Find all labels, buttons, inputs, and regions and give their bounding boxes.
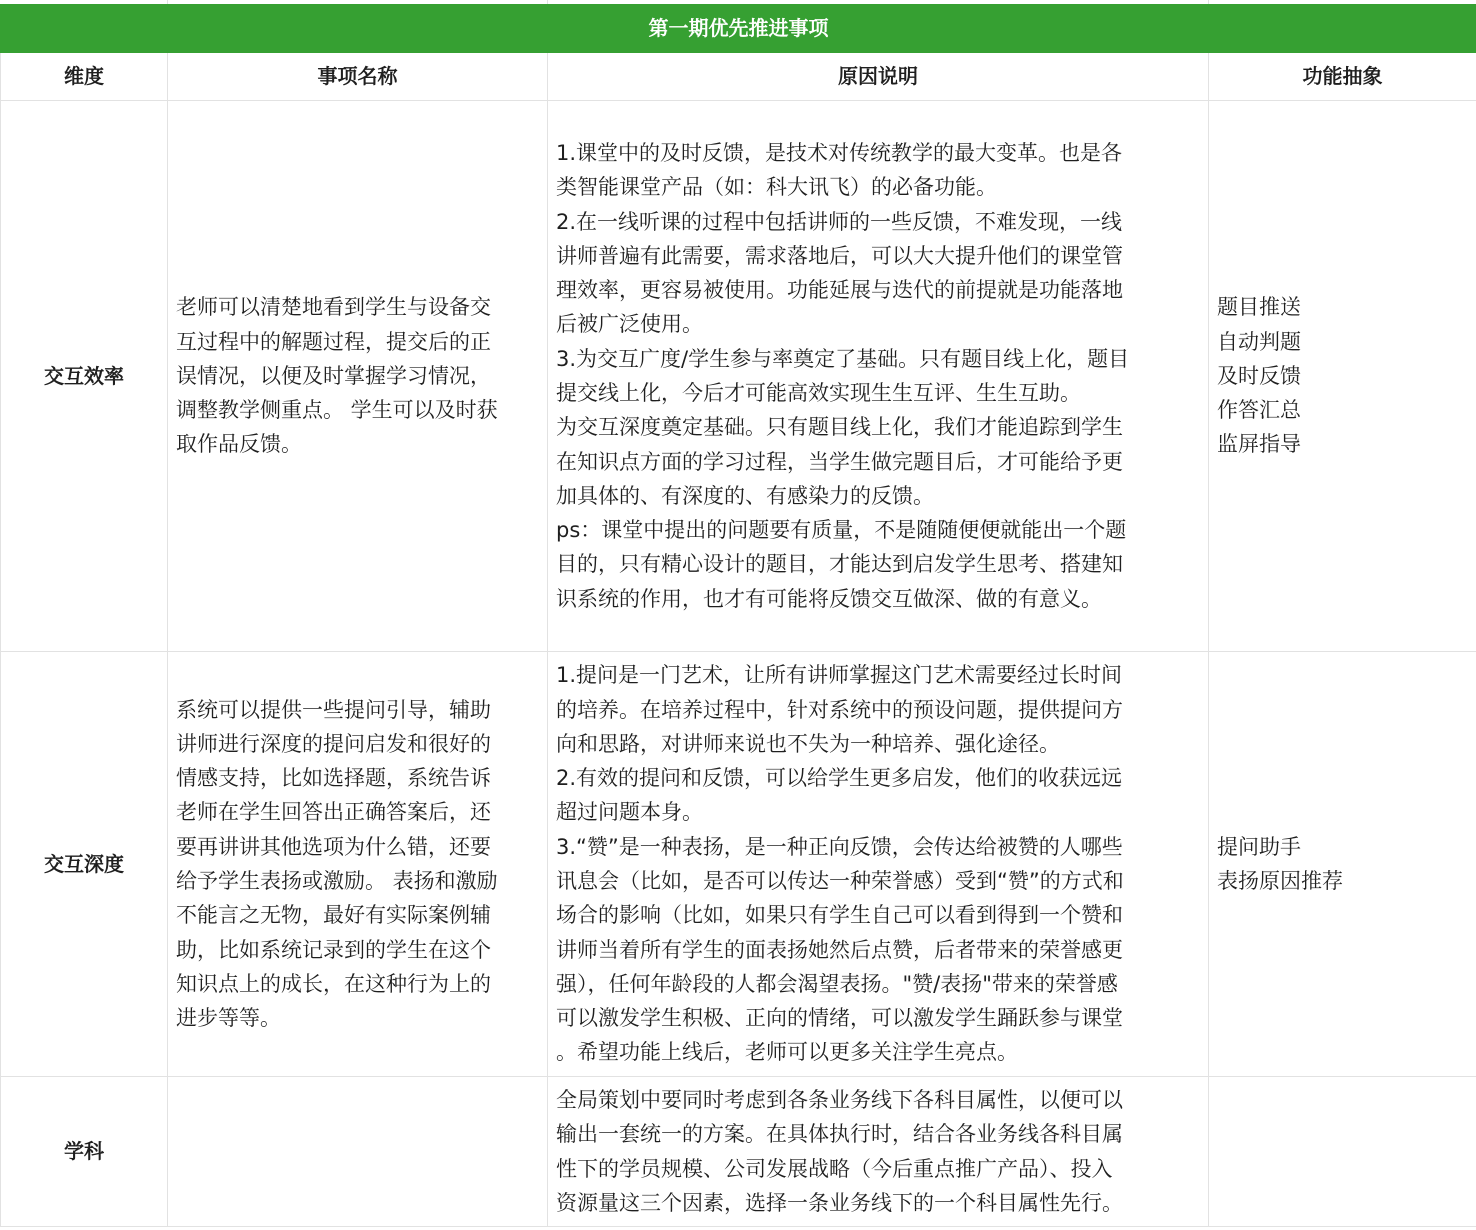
text-line: 在知识点方面的学习过程，当学生做完题目后，才可能给予更: [556, 449, 1123, 474]
text-line: 可以激发学生积极、正向的情绪，可以激发学生踊跃参与课堂: [556, 1006, 1123, 1031]
header-reason: 原因说明: [548, 53, 1209, 101]
text-line: 要再讲讲其他选项为什么错，还要: [176, 834, 491, 859]
text-line: 系统可以提供一些提问引导，辅助: [176, 697, 491, 722]
function-cell: [1209, 1077, 1476, 1227]
text-line: 场合的影响（比如，如果只有学生自己可以看到得到一个赞和: [556, 903, 1123, 928]
text-line: 类智能课堂产品（如：科大讯飞）的必备功能。: [556, 175, 997, 200]
function-cell: [1209, 101, 1476, 652]
text-line: 目的，只有精心设计的题目，才能达到启发学生思考、搭建知: [556, 552, 1123, 577]
function-item: 监屏指导: [1217, 432, 1301, 457]
text-line: 给予学生表扬或激励。 表扬和激励: [176, 869, 498, 893]
text-line: 老师在学生回答出正确答案后，还: [176, 800, 491, 825]
text-line: 2.有效的提问和反馈，可以给学生更多启发，他们的收获远远: [556, 766, 1123, 791]
function-cell: [1209, 652, 1476, 1077]
text-line: 为交互深度奠定基础。只有题目线上化，我们才能追踪到学生: [556, 415, 1123, 440]
text-line: 理效率，更容易被使用。功能延展与迭代的前提就是功能落地: [556, 278, 1123, 303]
text-line: 调整教学侧重点。 学生可以及时获: [176, 398, 498, 423]
function-item: 及时反馈: [1217, 363, 1301, 388]
text-line: 向和思路，对讲师来说也不失为一种培养、强化途径。: [556, 731, 1060, 756]
dimension-cell: 学科: [1, 1077, 168, 1227]
header-item: 事项名称: [168, 53, 548, 101]
text-line: 互过程中的解题过程，提交后的正: [176, 329, 491, 354]
text-line: 1.课堂中的及时反馈，是技术对传统教学的最大变革。也是各: [556, 140, 1123, 165]
text-line: 全局策划中要同时考虑到各条业务线下各科目属性，以便可以: [556, 1087, 1123, 1112]
function-item: 提问助手: [1217, 834, 1301, 859]
text-line: 讲师进行深度的提问启发和很好的: [176, 731, 491, 756]
item-cell: [168, 101, 548, 652]
text-line: 强），任何年龄段的人都会渴望表扬。"赞/表扬"带来的荣誉感: [556, 971, 1118, 996]
text-line: 不能言之无物，最好有实际案例辅: [176, 903, 491, 928]
text-line: 知识点上的成长，在这种行为上的: [176, 971, 491, 996]
table-row: [1, 652, 1476, 1077]
text-line: 误情况，以便及时掌握学习情况，: [176, 363, 491, 388]
text-line: 1.提问是一门艺术，让所有讲师掌握这门艺术需要经过长时间: [556, 663, 1123, 688]
reason-cell: [548, 101, 1209, 652]
text-line: 。希望功能上线后，老师可以更多关注学生亮点。: [556, 1040, 1018, 1065]
text-line: 加具体的、有深度的、有感染力的反馈。: [556, 483, 934, 508]
text-line: 2.在一线听课的过程中包括讲师的一些反馈，不难发现，一线: [556, 209, 1123, 234]
text-line: ps：课堂中提出的问题要有质量，不是随随便便就能出一个题: [556, 518, 1127, 543]
text-line: 讲师普遍有此需要，需求落地后，可以大大提升他们的课堂管: [556, 243, 1123, 268]
dimension-cell: 交互效率: [1, 101, 168, 652]
text-line: 情感支持，比如选择题，系统告诉: [176, 766, 491, 791]
function-item: 作答汇总: [1217, 398, 1301, 423]
function-item: 自动判题: [1217, 329, 1301, 354]
item-cell: [168, 1077, 548, 1227]
text-line: 3.为交互广度/学生参与率奠定了基础。只有题目线上化，题目: [556, 346, 1130, 371]
text-line: 取作品反馈。: [176, 432, 302, 457]
function-item: 题目推送: [1217, 295, 1301, 320]
table-row: [1, 1077, 1476, 1227]
table-row: [1, 101, 1476, 652]
text-line: 资源量这三个因素，选择一条业务线下的一个科目属性先行。: [556, 1190, 1123, 1215]
function-item: 表扬原因推荐: [1217, 869, 1343, 893]
text-line: 讲师当着所有学生的面表扬她然后点赞，后者带来的荣誉感更: [556, 937, 1123, 962]
text-line: 性下的学员规模、公司发展战略（今后重点推广产品）、投入: [556, 1156, 1113, 1181]
table-title-row: [1, 5, 1476, 53]
item-cell: [168, 652, 548, 1077]
priority-table: [0, 4, 1476, 1227]
text-line: 助，比如系统记录到的学生在这个: [176, 937, 491, 962]
text-line: 提交线上化，今后才可能高效实现生生互评、生生互助。: [556, 381, 1081, 405]
text-line: 进步等等。: [176, 1006, 281, 1031]
header-row: [1, 53, 1476, 101]
reason-cell: [548, 1077, 1209, 1227]
text-line: 老师可以清楚地看到学生与设备交: [176, 295, 491, 320]
text-line: 识系统的作用，也才有可能将反馈交互做深、做的有意义。: [556, 586, 1102, 611]
text-line: 讯息会（比如，是否可以传达一种荣誉感）受到“赞”的方式和: [556, 869, 1124, 893]
text-line: 3.“赞”是一种表扬，是一种正向反馈，会传达给被赞的人哪些: [556, 834, 1123, 859]
reason-cell: [548, 652, 1209, 1077]
header-dimension: 维度: [1, 53, 168, 101]
text-line: 的培养。在培养过程中，针对系统中的预设问题，提供提问方: [556, 697, 1123, 722]
text-line: 输出一套统一的方案。在具体执行时，结合各业务线各科目属: [556, 1122, 1123, 1147]
header-function: 功能抽象: [1209, 53, 1476, 101]
text-line: 超过问题本身。: [556, 800, 703, 825]
table-title: 第一期优先推进事项: [1, 5, 1476, 53]
text-line: 后被广泛使用。: [556, 312, 703, 337]
dimension-cell: 交互深度: [1, 652, 168, 1077]
